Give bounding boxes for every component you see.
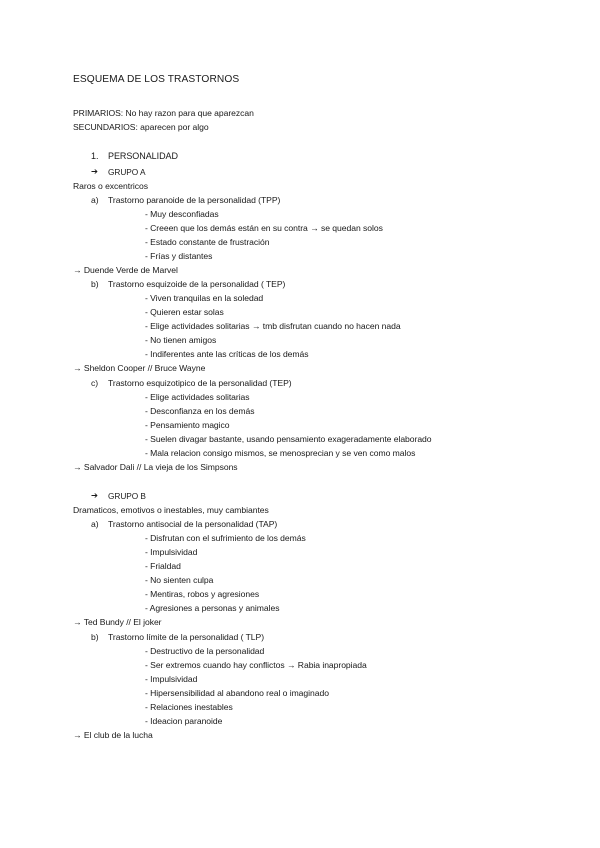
trait-item: - Frías y distantes bbox=[145, 251, 213, 261]
arrow-icon: ➔ bbox=[91, 166, 98, 176]
intro-primarios: PRIMARIOS: No hay razon para que aparezcan bbox=[73, 108, 254, 118]
group-b-subtitle: Dramaticos, emotivos o inestables, muy cambiantes bbox=[73, 505, 269, 515]
disorder-name: Trastorno esquizoide de la personalidad ( TEP) bbox=[108, 279, 286, 289]
section-number: 1. bbox=[91, 151, 99, 161]
trait-item: - Mala relacion consigo mismos, se menosprecian y se ven como malos bbox=[145, 448, 416, 458]
trait-item: - No sienten culpa bbox=[145, 575, 214, 585]
trait-item: - Desconfianza en los demás bbox=[145, 406, 255, 416]
trait-item: - Disfrutan con el sufrimiento de los demás bbox=[145, 533, 306, 543]
trait-item: - Agresiones a personas y animales bbox=[145, 603, 280, 613]
disorder-name: Trastorno paranoide de la personalidad (TPP) bbox=[108, 195, 281, 205]
section-title: PERSONALIDAD bbox=[108, 151, 178, 161]
disorder-name: Trastorno antisocial de la personalidad (TAP) bbox=[108, 519, 278, 529]
trait-item: - Ideacion paranoide bbox=[145, 716, 223, 726]
trait-item: - Relaciones inestables bbox=[145, 702, 233, 712]
document-title: ESQUEMA DE LOS TRASTORNOS bbox=[73, 74, 240, 85]
disorder-letter: b) bbox=[91, 279, 99, 289]
disorder-letter: c) bbox=[91, 378, 99, 388]
trait-item: - Muy desconfiadas bbox=[145, 209, 219, 219]
trait-item: - Creeen que los demás están en su contra → se quedan solos bbox=[145, 223, 383, 233]
trait-item: - Mentiras, robos y agresiones bbox=[145, 589, 260, 599]
example-line: → Salvador Dali // La vieja de los Simpsons bbox=[73, 462, 238, 472]
trait-item: - Impulsividad bbox=[145, 547, 198, 557]
example-line: → El club de la lucha bbox=[73, 730, 153, 740]
trait-item: - Elige actividades solitarias bbox=[145, 392, 250, 402]
group-a-title: GRUPO A bbox=[108, 167, 146, 177]
trait-item: - Suelen divagar bastante, usando pensamiento exageradamente elaborado bbox=[145, 434, 432, 444]
trait-item: - Hipersensibilidad al abandono real o imaginado bbox=[145, 688, 329, 698]
group-b-title: GRUPO B bbox=[108, 491, 146, 501]
trait-item: - Indiferentes ante las críticas de los demás bbox=[145, 349, 309, 359]
example-line: → Duende Verde de Marvel bbox=[73, 265, 178, 275]
trait-item: - Estado constante de frustración bbox=[145, 237, 270, 247]
disorder-name: Trastorno esquizotipico de la personalidad (TEP) bbox=[108, 378, 292, 388]
trait-item: - Destructivo de la personalidad bbox=[145, 646, 265, 656]
trait-item: - Pensamiento magico bbox=[145, 420, 230, 430]
group-a-subtitle: Raros o excentricos bbox=[73, 181, 148, 191]
trait-item: - No tienen amigos bbox=[145, 335, 217, 345]
trait-item: - Quieren estar solas bbox=[145, 307, 224, 317]
disorder-letter: a) bbox=[91, 519, 99, 529]
disorder-letter: a) bbox=[91, 195, 99, 205]
disorder-letter: b) bbox=[91, 632, 99, 642]
trait-item: - Ser extremos cuando hay conflictos → Rabia inapropiada bbox=[145, 660, 367, 670]
disorder-name: Trastorno límite de la personalidad ( TLP) bbox=[108, 632, 265, 642]
intro-secundarios: SECUNDARIOS: aparecen por algo bbox=[73, 122, 209, 132]
trait-item: - Elige actividades solitarias → tmb disfrutan cuando no hacen nada bbox=[145, 321, 401, 331]
trait-item: - Viven tranquilas en la soledad bbox=[145, 293, 264, 303]
example-line: → Sheldon Cooper // Bruce Wayne bbox=[73, 363, 206, 373]
trait-item: - Impulsividad bbox=[145, 674, 198, 684]
example-line: → Ted Bundy // El joker bbox=[73, 617, 162, 627]
arrow-icon: ➔ bbox=[91, 490, 98, 500]
trait-item: - Frialdad bbox=[145, 561, 181, 571]
